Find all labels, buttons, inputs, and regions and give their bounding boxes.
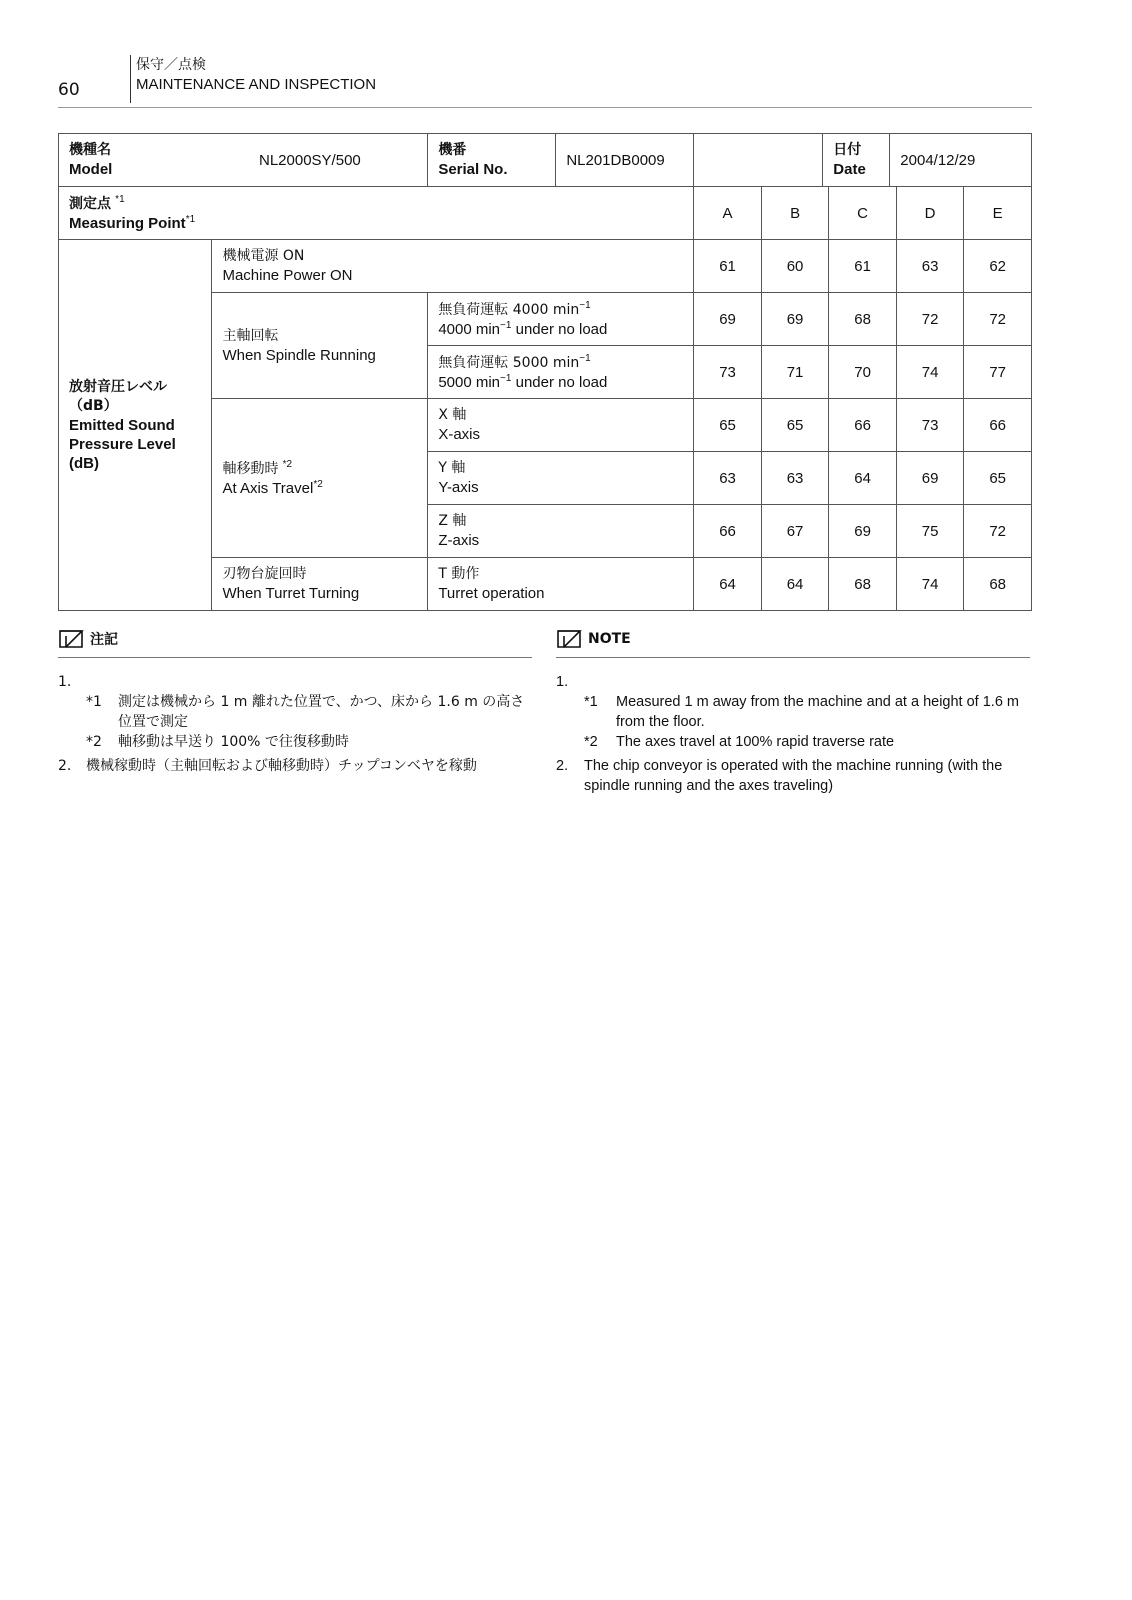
table-cell: 68 bbox=[964, 558, 1032, 611]
table-cell: 63 bbox=[694, 452, 762, 505]
table-cell: 60 bbox=[761, 240, 829, 293]
column-head-b: B bbox=[761, 187, 829, 240]
table-cell: 64 bbox=[829, 452, 897, 505]
table-cell: 64 bbox=[694, 558, 762, 611]
table-cell: 69 bbox=[896, 452, 964, 505]
table-cell: 68 bbox=[829, 293, 897, 346]
sp4000-label: 無負荷運転 4000 $\min^{-1}$ 4000 $\min^{-1}$ under no load bbox=[428, 293, 694, 346]
turret-label: 刃物台旋回時 When Turret Turning bbox=[212, 558, 428, 611]
table-cell: 62 bbox=[964, 240, 1032, 293]
column-head-c: C bbox=[829, 187, 897, 240]
header-divider bbox=[130, 55, 131, 103]
header-row bbox=[59, 134, 1032, 187]
table-cell: 69 bbox=[829, 505, 897, 558]
table-row-power bbox=[59, 240, 1032, 293]
serial-cell bbox=[428, 134, 694, 187]
table-cell: 74 bbox=[896, 558, 964, 611]
notes-en-header bbox=[556, 627, 1030, 658]
table-cell: 65 bbox=[964, 452, 1032, 505]
date-label-jp: 日付 bbox=[833, 142, 862, 158]
serial-label-en: Serial No. bbox=[438, 161, 508, 178]
category-label: 放射音圧レベル （dB） Emitted Sound Pressure Level (dB) bbox=[59, 240, 212, 611]
section-title-en: MAINTENANCE AND INSPECTION bbox=[136, 76, 377, 93]
page-number: 60 bbox=[58, 80, 80, 100]
turret-operation-label: T 動作 Turret operation bbox=[428, 558, 694, 611]
sound-pressure-table bbox=[58, 133, 1032, 611]
table-cell: 66 bbox=[964, 399, 1032, 452]
table-cell: 63 bbox=[896, 240, 964, 293]
serial-value: NL201DB0009 bbox=[566, 151, 665, 169]
axis-travel-label: 軸移動時 $^{*2}$ At Axis Travel$^{*2}$ bbox=[212, 399, 428, 558]
spindle-label: 主軸回転 When Spindle Running bbox=[212, 293, 428, 399]
column-head-e: E bbox=[964, 187, 1032, 240]
model-label-en: Model bbox=[69, 161, 113, 178]
notes-en bbox=[556, 627, 1030, 796]
x-axis-label: X 軸 X-axis bbox=[428, 399, 694, 452]
measuring-point-label: 測定点 $^{*1}$ Measuring Point$^{*1}$ bbox=[59, 187, 694, 240]
table-cell: 65 bbox=[694, 399, 762, 452]
note-subitem-1: *1 測定は機械から 1 m 離れた位置で、かつ、床から 1.6 m の高さ位置で測定 bbox=[86, 694, 525, 730]
z-axis-label: Z 軸 Z-axis bbox=[428, 505, 694, 558]
note-icon bbox=[556, 628, 582, 650]
table-cell: 70 bbox=[829, 346, 897, 399]
table-cell: 77 bbox=[964, 346, 1032, 399]
table-cell: 72 bbox=[964, 293, 1032, 346]
table-cell: 66 bbox=[694, 505, 762, 558]
power-label: 機械電源 ON Machine Power ON bbox=[212, 240, 694, 293]
model-label-jp: 機種名 bbox=[69, 142, 111, 158]
table-cell: 66 bbox=[829, 399, 897, 452]
notes-jp-body bbox=[58, 672, 532, 776]
sp5000-label: 無負荷運転 5000 $\min^{-1}$ 5000 $\min^{-1}$ under no load bbox=[428, 346, 694, 399]
header-rule bbox=[58, 107, 1032, 108]
table-cell: 72 bbox=[896, 293, 964, 346]
column-head-a: A bbox=[694, 187, 762, 240]
table-cell: 75 bbox=[896, 505, 964, 558]
table-cell: 64 bbox=[761, 558, 829, 611]
note-item-2: 2. 機械稼動時（主軸回転および軸移動時）チップコンベヤを稼動 bbox=[58, 758, 477, 774]
table-cell: 73 bbox=[896, 399, 964, 452]
table-cell: 67 bbox=[761, 505, 829, 558]
table-cell: 74 bbox=[896, 346, 964, 399]
table-cell: 73 bbox=[694, 346, 762, 399]
note-item-2: 2. The chip conveyor is operated with the machine running (with the spindle running and the axes traveling) bbox=[556, 758, 1003, 794]
column-head-d: D bbox=[896, 187, 964, 240]
date-cell bbox=[694, 134, 1032, 187]
section-title-jp: 保守／点検 bbox=[136, 57, 206, 73]
note-icon bbox=[58, 628, 84, 650]
table-cell: 69 bbox=[694, 293, 762, 346]
table-cell: 63 bbox=[761, 452, 829, 505]
measuring-point-row bbox=[59, 187, 1032, 240]
note-subitem-1: *1 Measured 1 m away from the machine and at a height of 1.6 m from the floor. bbox=[584, 694, 1019, 730]
y-axis-label: Y 軸 Y-axis bbox=[428, 452, 694, 505]
model-label-cell bbox=[59, 134, 428, 187]
date-label-en: Date bbox=[833, 161, 866, 178]
notes-en-title: NOTE bbox=[588, 631, 631, 647]
notes-en-body bbox=[556, 672, 1030, 796]
note-subitem-2: *2 軸移動は早送り 100% で往復移動時 bbox=[86, 734, 349, 750]
table-cell: 68 bbox=[829, 558, 897, 611]
table-cell: 61 bbox=[694, 240, 762, 293]
note-item-1: 1. bbox=[58, 674, 72, 690]
table-cell: 72 bbox=[964, 505, 1032, 558]
table-cell: 61 bbox=[829, 240, 897, 293]
serial-label-jp: 機番 bbox=[438, 142, 467, 158]
notes-jp bbox=[58, 627, 532, 776]
notes-jp-title: 注記 bbox=[90, 632, 118, 648]
date-value: 2004/12/29 bbox=[900, 151, 976, 169]
note-item-1: 1. bbox=[556, 674, 569, 690]
table-cell: 65 bbox=[761, 399, 829, 452]
note-subitem-2: *2 The axes travel at 100% rapid traverse rate bbox=[584, 734, 895, 750]
notes-jp-header bbox=[58, 627, 532, 658]
table-cell: 71 bbox=[761, 346, 829, 399]
model-value: NL2000SY/500 bbox=[259, 151, 361, 169]
table-cell: 69 bbox=[761, 293, 829, 346]
